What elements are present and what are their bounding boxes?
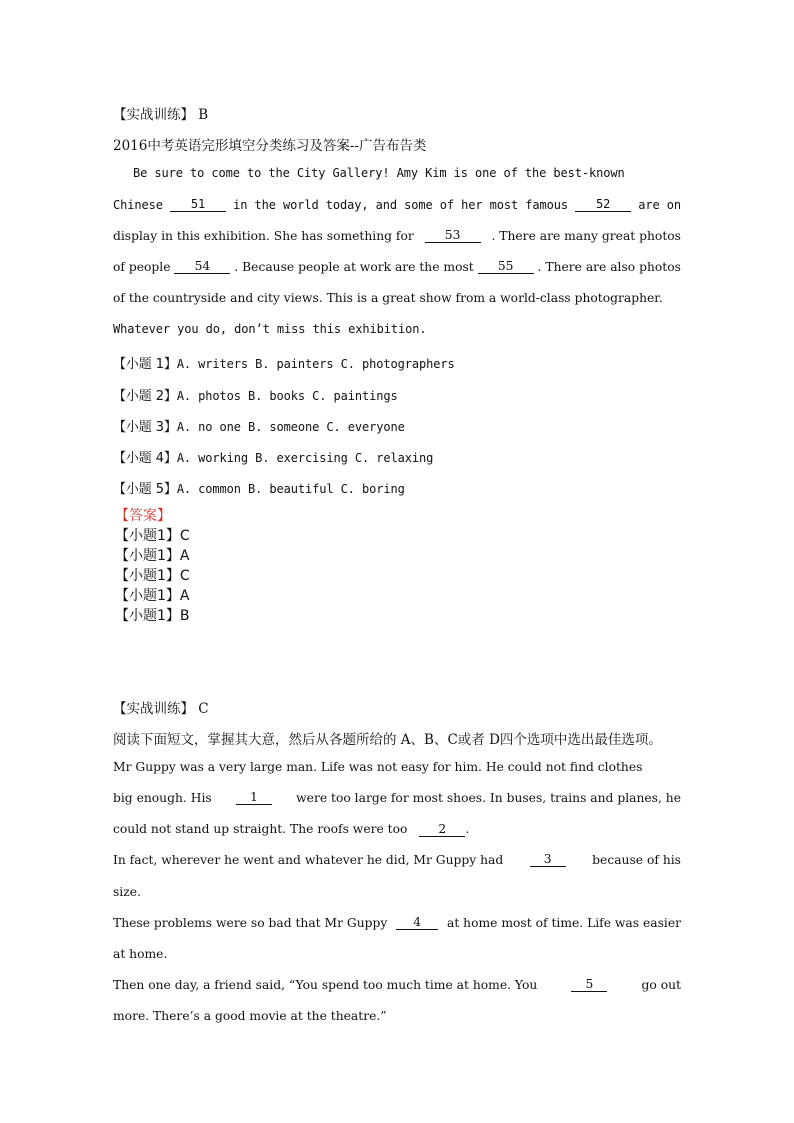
passage-b-line [113,260,681,274]
passage-text: go out [641,978,681,992]
passage-text: at home most of time. Life was easier [447,916,681,930]
question-options: A. photos B. books C. paintings [176,389,398,403]
passage-b-line [113,198,681,212]
question-label: 【小题 5】 [113,482,177,497]
question-item [113,353,455,372]
passage-b-line: Whatever you do, don’t miss this exhibition. [113,322,427,336]
passage-text: big enough. His [113,791,212,805]
passage-c-line [113,853,681,867]
answer-item: 【小题1】C [115,568,190,584]
question-item [113,385,398,404]
blank-2: 2 [419,823,465,837]
passage-b-line: of the countryside and city views. This is a great show from a world-class photographer. [113,291,663,305]
section-b-title: 2016中考英语完形填空分类练习及答案--广告布告类 [113,138,427,154]
passage-text: in the world today, and some of her most famous [233,198,568,212]
blank-4: 4 [396,916,438,930]
question-item [113,416,405,435]
blank-55: 55 [478,260,534,274]
passage-text: . There are also photos [537,260,681,274]
question-options: A. no one B. someone C. everyone [176,420,405,434]
section-b-heading: 【实战训练】 B [113,107,209,123]
passage-c-line [113,791,681,805]
section-c-instruction: 阅读下面短文，掌握其大意，然后从各题所给的 A、B、C或者 D四个选项中选出最佳选项。 [113,732,662,748]
passage-text: These problems were so bad that Mr Guppy [113,916,388,930]
question-label: 【小题 3】 [113,420,177,435]
blank-5: 5 [571,978,607,992]
passage-b-line [113,229,681,243]
passage-text: of people [113,260,171,274]
section-c-heading: 【实战训练】 C [113,701,209,717]
passage-text: . There are many great photos [491,229,681,243]
passage-text: display in this exhibition. She has something for [113,229,414,243]
blank-53: 53 [425,229,481,243]
passage-text: are on [638,198,681,212]
blank-1: 1 [236,791,272,805]
answer-item: 【小题1】C [115,528,190,544]
question-item [113,447,433,466]
question-label: 【小题 2】 [113,389,177,404]
passage-text: In fact, wherever he went and whatever he did, Mr Guppy had [113,853,504,867]
passage-c-line: Mr Guppy was a very large man. Life was not easy for him. He could not find clothes [113,760,643,774]
question-item [113,478,405,497]
blank-54: 54 [174,260,230,274]
question-label: 【小题 1】 [113,357,177,372]
passage-c-line: size. [113,885,141,899]
passage-c-line: more. There’s a good movie at the theatre.” [113,1009,387,1023]
passage-text: were too large for most shoes. In buses, trains and planes, he [296,791,681,805]
question-options: A. writers B. painters C. photographers [176,357,455,371]
passage-text: . [465,822,470,836]
answer-item: 【小题1】A [115,588,190,604]
passage-c-line: at home. [113,947,168,961]
passage-text: because of his [592,853,681,867]
blank-3: 3 [530,853,566,867]
answer-heading: 【答案】 [115,508,171,524]
answer-item: 【小题1】A [115,548,190,564]
passage-text: Chinese [113,198,163,212]
passage-c-line [113,978,681,992]
blank-52: 52 [575,198,631,212]
question-options: A. common B. beautiful C. boring [176,482,405,496]
answer-item: 【小题1】B [115,608,190,624]
passage-text: could not stand up straight. The roofs were too [113,822,408,836]
passage-c-line [113,916,681,930]
blank-51: 51 [170,198,226,212]
passage-c-line [113,822,469,837]
question-label: 【小题 4】 [113,451,177,466]
passage-b-line: Be sure to come to the City Gallery! Amy Kim is one of the best-known [133,166,625,180]
passage-text: . Because people at work are the most [234,260,474,274]
passage-text: Then one day, a friend said, “You spend too much time at home. You [113,978,538,992]
question-options: A. working B. exercising C. relaxing [176,451,434,465]
